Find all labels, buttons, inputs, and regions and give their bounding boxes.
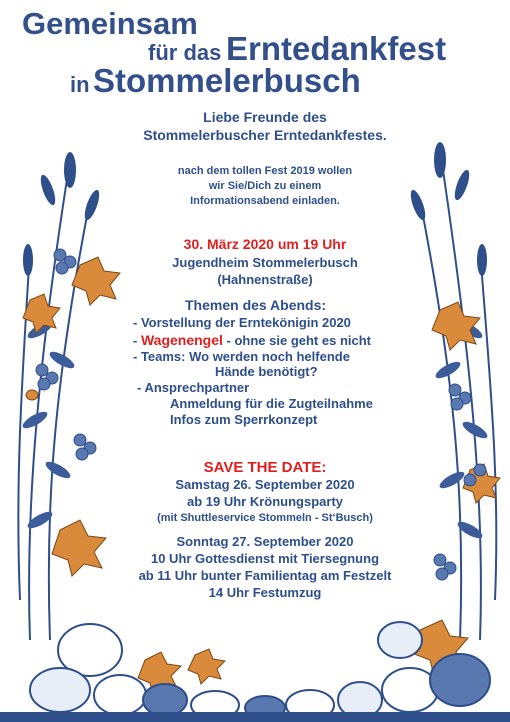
topic-item-1: - Vorstellung der Erntekönigin 2020 — [133, 315, 351, 330]
topic-item-3b: Hände benötigt? — [215, 364, 318, 379]
sunday-date: Sonntag 27. September 2020 — [176, 534, 354, 549]
greeting-line-1: Liebe Freunde des — [203, 109, 327, 125]
event-venue-name: Jugendheim Stommelerbusch — [172, 255, 358, 270]
sunday-line-1: 10 Uhr Gottesdienst mit Tiersegnung — [150, 551, 380, 566]
event-venue-street: (Hahnenstraße) — [217, 272, 313, 287]
greeting — [110, 108, 420, 144]
greeting-line-2: Stommelerbuscher Erntedankfestes. — [143, 127, 387, 143]
title-erntedankfest: Erntedankfest — [226, 30, 447, 67]
save-the-date-heading — [110, 459, 420, 476]
saturday-party: ab 19 Uhr Krönungsparty — [186, 494, 344, 509]
intro-line-3: Informationsabend einladen. — [190, 195, 340, 207]
topic-item-4a: Anmeldung für die Zugteilnahme — [170, 396, 373, 411]
sunday-line-3: 14 Uhr Festumzug — [208, 585, 322, 600]
topics-heading: Themen des Abends: — [185, 297, 327, 313]
saturday-shuttle: (mit Shuttleservice Stommeln - St‘Busch) — [157, 512, 373, 524]
title-fuer-das: für das — [148, 40, 222, 65]
intro-text — [110, 164, 420, 209]
save-the-date-text: SAVE THE DATE: — [203, 459, 327, 476]
sunday-line-2: ab 11 Uhr bunter Familientag am Festzelt — [138, 568, 392, 583]
topic-item-4: - Ansprechpartner — [137, 380, 250, 395]
topic-item-2-wagenengel: Wagenengel — [140, 332, 223, 348]
intro-line-2: wir Sie/Dich zu einem — [208, 180, 322, 192]
topic-item-4b: Infos zum Sperrkonzept — [170, 412, 318, 427]
event-date — [110, 236, 420, 252]
topic-item-2-rest: - ohne sie geht es nicht — [226, 333, 371, 348]
topic-item-2-dash: - — [133, 333, 138, 348]
saturday-date: Samstag 26. September 2020 — [175, 477, 355, 492]
intro-line-1: nach dem tollen Fest 2019 wollen — [177, 165, 353, 177]
topic-item-2 — [133, 332, 371, 348]
saturday-info — [110, 476, 420, 510]
title-gemeinsam: Gemeinsam — [22, 6, 198, 41]
event-date-text: 30. März 2020 um 19 Uhr — [183, 236, 347, 252]
event-venue — [110, 254, 420, 288]
sunday-info — [110, 533, 420, 601]
topic-item-3a: - Teams: Wo werden noch helfende — [133, 349, 350, 364]
title-stommelerbusch: Stommelerbusch — [93, 62, 361, 99]
title-in: in — [70, 72, 90, 97]
